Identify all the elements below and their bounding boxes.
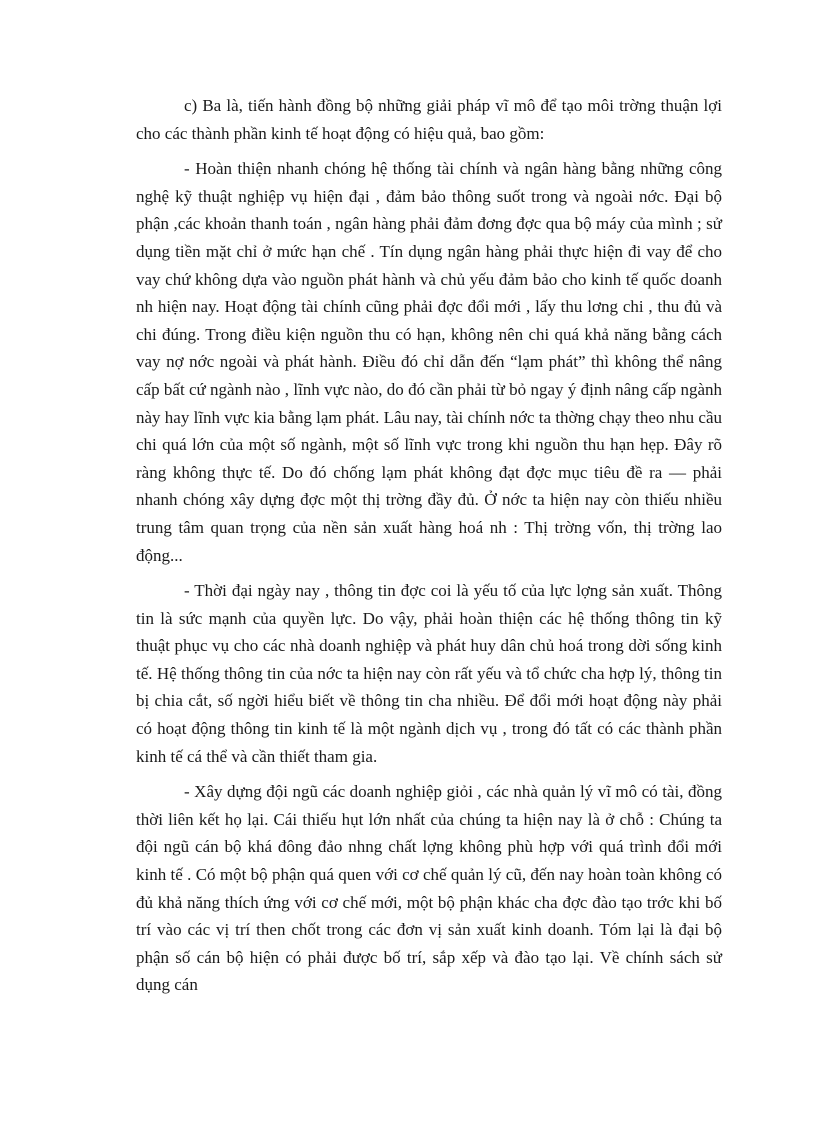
paragraph-information-systems: - Thời đại ngày nay , thông tin đợc coi là yếu tố của lực lợng sản xuất. Thông tin là sức mạnh của quyền lực. Do vậy, phải hoàn thiện các hệ thống thông tin kỹ thuật phục vụ cho các nhà doanh nghiệp và phát huy dân chủ hoá trong dời sống kinh tế. Hệ thống thông tin của nớc ta hiện nay còn rất yếu và tổ chức cha hợp lý, thông tin bị chia cắt, số ngời hiểu biết về thông tin cha nhiều. Để đổi mới hoạt động này phải có hoạt động thông tin kinh tế là một ngành dịch vụ , trong đó tất có các thành phần kinh tế cá thể và cần thiết tham gia. bbox=[136, 581, 722, 766]
paragraph-enterprise-staff: - Xây dựng đội ngũ các doanh nghiệp giỏi , các nhà quản lý vĩ mô có tài, đồng thời liên kết họ lại. Cái thiếu hụt lớn nhất của chúng ta hiện nay là ở chỗ : Chúng ta đội ngũ cán bộ khá đông đảo nhng chất lợng không phù hợp với quá trình đổi mới kinh tế . Có một bộ phận quá quen với cơ chế quản lý cũ, đến nay hoàn toàn không có đủ khả năng thích ứng với cơ chế mới, một bộ phận khác cha đợc đào tạo trớc khi bố trí vào các vị trí then chốt trong các đơn vị sản xuất kinh doanh. Tóm lại là đại bộ phận số cán bộ hiện có phải được bố trí, sắp xếp và đào tạo lại. Về chính sách sử dụng cán bbox=[136, 782, 722, 995]
paragraph-macro-solutions: c) Ba là, tiến hành đồng bộ những giải pháp vĩ mô để tạo môi trờng thuận lợi cho các thành phần kinh tế hoạt động có hiệu quả, bao gồm: bbox=[136, 96, 722, 143]
paragraph-finance-banking: - Hoàn thiện nhanh chóng hệ thống tài chính và ngân hàng bằng những công nghệ kỹ thuật nghiệp vụ hiện đại , đảm bảo thông suốt trong và ngoài nớc. Đại bộ phận ,các khoản thanh toán , ngân hàng phải đảm đơng đợc qua bộ máy của mình ; sử dụng tiền mặt chỉ ở mức hạn chế . Tín dụng ngân hàng phải thực hiện đi vay để cho vay chứ không dựa vào nguồn phát hành và chủ yếu đảm bảo cho kinh tế quốc doanh nh hiện nay. Hoạt động tài chính cũng phải đợc đổi mới , lấy thu lơng chi , thu đủ và chi đúng. Trong điều kiện nguồn thu có hạn, không nên chi quá khả năng bằng cách vay nợ nớc ngoài và phát hành. Điều đó chỉ dẫn đến “lạm phát” thì không thể nâng cấp bất cứ ngành nào , lĩnh vực nào, do đó cần phải từ bỏ ngay ý định nâng cấp ngành này hay lĩnh vực kia bằng lạm phát. Lâu nay, tài chính nớc ta thờng chạy theo nhu cầu chi quá lớn của một số ngành, một số lĩnh vực trong khi nguồn thu hạn hẹp. Đây rõ ràng không thực tế. Do đó chống lạm phát không đạt đợc mục tiêu đề ra — phải nhanh chóng xây dựng đợc một thị trờng đầy đủ. Ở nớc ta hiện nay còn thiếu nhiều trung tâm quan trọng của nền sản xuất hàng hoá nh : Thị trờng vốn, thị trờng lao động... bbox=[136, 159, 722, 565]
document-body bbox=[136, 92, 722, 1007]
